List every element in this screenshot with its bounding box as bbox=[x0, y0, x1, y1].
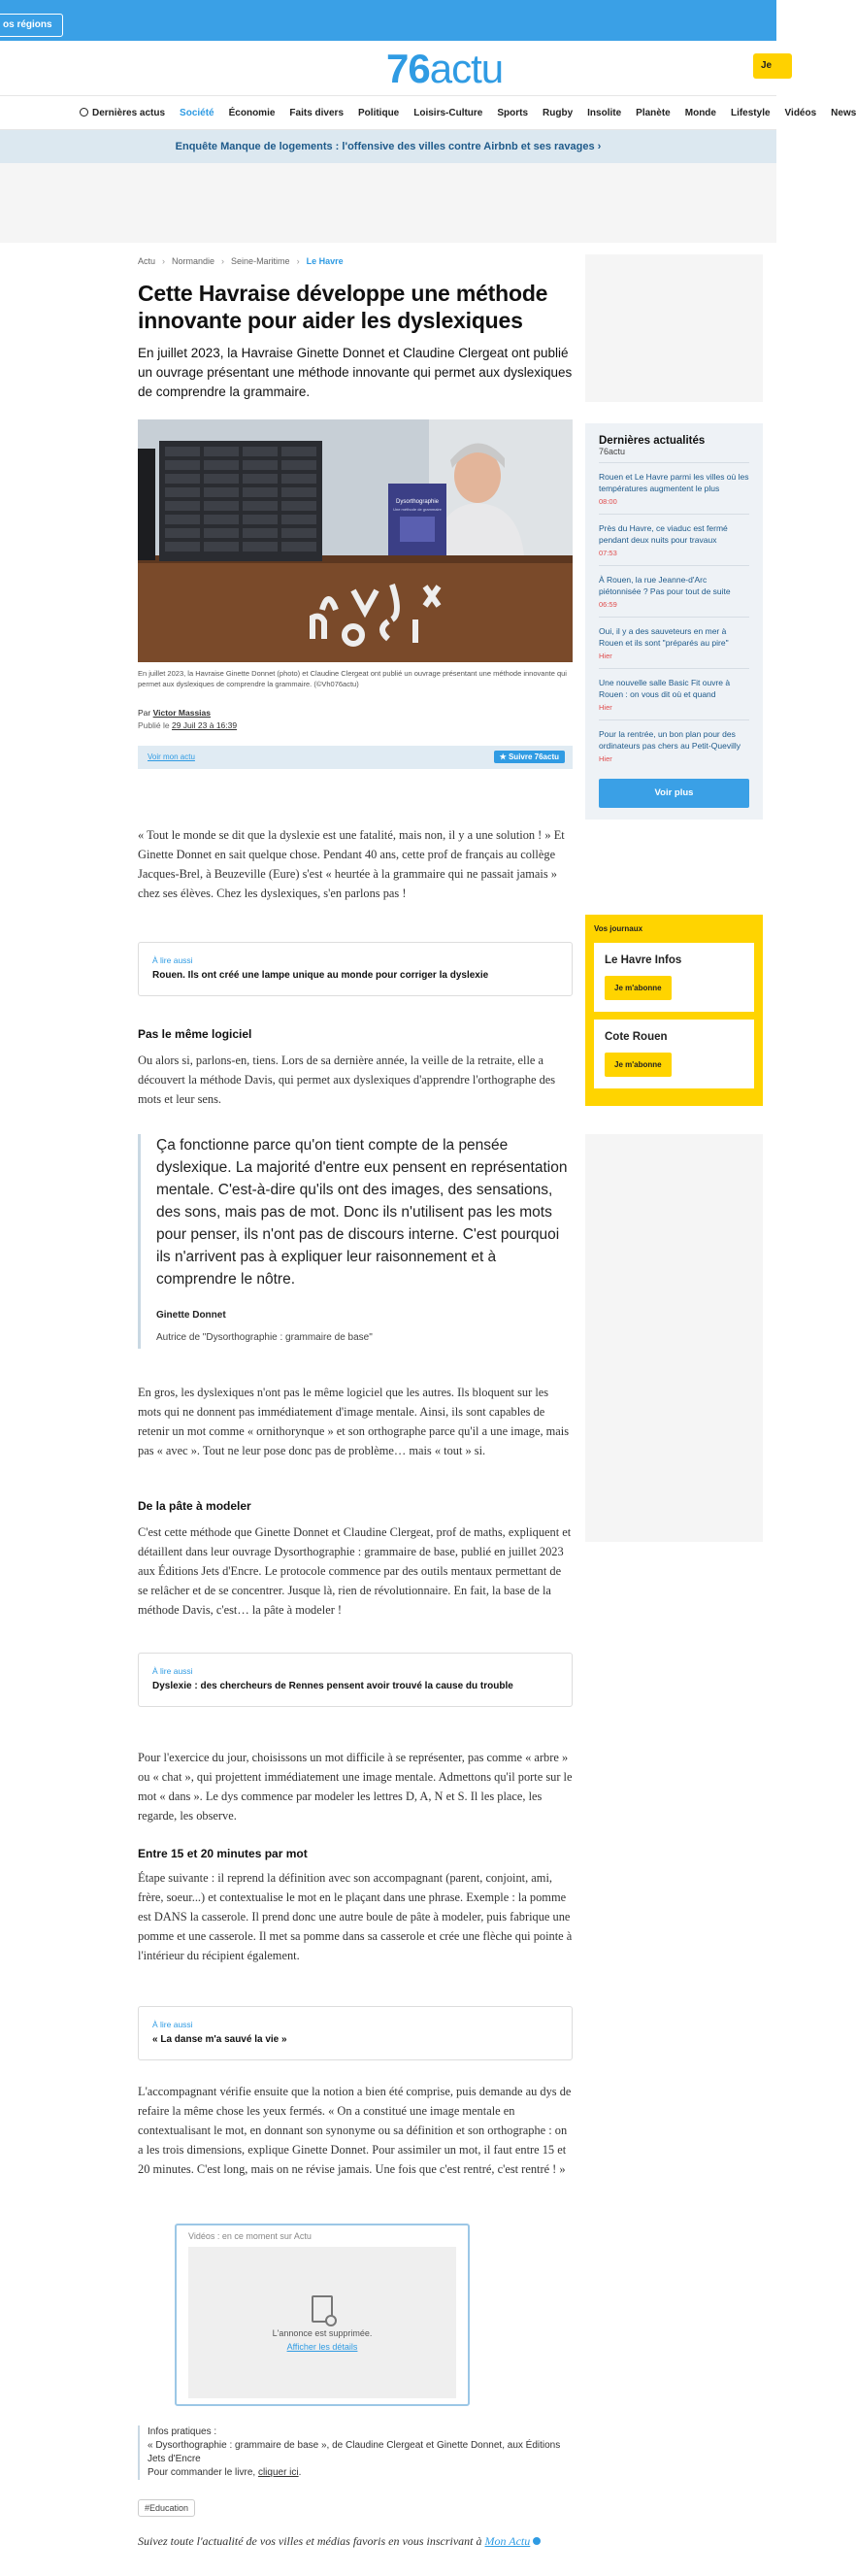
paragraph: L'accompagnant vérifie ensuite que la notion a bien été comprise, puis demande au dys de refaire la même chose les yeux fermés. « On a constitué une image mentale en contextualisant le mot, en donnant son synonyme ou sa définition et son orthographe : on a les trois dimensions, explique Ginette Donnet. Pour assimiler un mot, il faut entre 15 et 20 minutes. C'est long, mais on ne révise jamais. Une fois que c'est rentré, c'est rentré ! » bbox=[138, 2085, 572, 2176]
related-article-1[interactable]: À lire aussi Rouen. Ils ont créé une lampe unique au monde pour corriger la dyslexie bbox=[138, 942, 573, 996]
journal-card: Cote Rouen Je m'abonne bbox=[594, 1020, 754, 1088]
news-item[interactable]: Pour la rentrée, un bon plan pour des ordinateurs pas chers au Petit-Quevilly Hier bbox=[599, 719, 749, 771]
latest-news-title: Dernières actualités bbox=[599, 435, 706, 447]
nav-item-planete[interactable]: Planète bbox=[636, 107, 671, 118]
chevron-right-icon: › bbox=[597, 141, 602, 152]
document-icon bbox=[312, 2295, 333, 2323]
site-header bbox=[0, 41, 776, 95]
site-logo[interactable]: 76actu bbox=[386, 46, 504, 91]
nav-item-sports[interactable]: Sports bbox=[497, 107, 529, 118]
mon-actu-link[interactable]: Mon Actu bbox=[484, 2534, 531, 2548]
nav-item-monde[interactable]: Monde bbox=[684, 107, 716, 118]
breadcrumb: Actu › Normandie › Seine-Maritime › Le Havre bbox=[138, 256, 344, 266]
nav-item-politique[interactable]: Politique bbox=[358, 107, 400, 118]
paragraph: Étape suivante : il reprend la définition avec son accompagnant (parent, conjoint, ami, frère, soeur...) et contextualise le mot en le plaçant dans une phrase. Exemple : la pomme est DANS la casserole. Il prend donc une autre boule de pâte à modeler, puis fabrique une pomme et une casserole. Il met sa pomme dans sa casserole et crée une flèche qui pointe à l'intérieur du récipient également. bbox=[138, 1871, 573, 1962]
author-link[interactable]: Victor Massias bbox=[152, 708, 211, 718]
article-lead: En juillet 2023, la Havraise Ginette Donnet et Claudine Clergeat ont publié un ouvrage présentant une méthode innovante qui permet aux dyslexiques de comprendre la grammaire. bbox=[138, 346, 573, 399]
journals-panel: Vos journaux Le Havre Infos Je m'abonne Cote Rouen Je m'abonne bbox=[585, 915, 763, 1106]
publish-date: 29 Juil 23 à 16:39 bbox=[171, 720, 238, 730]
news-item[interactable]: Près du Havre, ce viaduc est fermé pendant deux nuits pour travaux 07:53 bbox=[599, 514, 749, 565]
subscribe-journal-button[interactable]: Je m'abonne bbox=[605, 1053, 672, 1077]
info-dot-icon bbox=[533, 2537, 541, 2545]
breadcrumb-item[interactable]: Seine-Maritime bbox=[231, 256, 290, 266]
section-heading: Entre 15 et 20 minutes par mot bbox=[138, 1847, 308, 1860]
video-removed-box: L'annonce est supprimée. Afficher les détails bbox=[188, 2247, 456, 2398]
quote-role: Autrice de "Dysorthographie : grammaire de base" bbox=[156, 1332, 373, 1343]
book-title-text: Dysorthographie bbox=[395, 499, 440, 505]
my-actu-link[interactable]: Voir mon actu bbox=[148, 753, 195, 761]
ad-placeholder-side-2 bbox=[585, 1134, 763, 1542]
latest-news-panel: Dernières actualités 76actu Rouen et Le Havre parmi les villes où les températures augmentent le plus 08:00 Près du Havre, ce viaduc est fermé pendant deux nuits pour travaux 07:53 À Rouen, la rue Jeanne-d'Arc piétonnisée ? Pas pour tout de suite 06:59 Oui, il y a des sauveteurs en mer à Rouen et ils sont "préparés au pire" Hier Une nouvelle salle Basic Fit ouvre à Rouen : on vous dit où et quand Hier Pour la rentrée, un bon plan pour des ordinateurs pas chers au Petit-Quevilly Hier Voir plus bbox=[585, 423, 763, 820]
ad-placeholder-side-1 bbox=[585, 254, 763, 402]
section-heading: De la pâte à modeler bbox=[138, 1499, 251, 1513]
article-photo[interactable] bbox=[138, 419, 573, 662]
clock-icon bbox=[80, 108, 88, 117]
nav-item-videos[interactable]: Vidéos bbox=[784, 107, 817, 118]
breadcrumb-item[interactable]: Normandie bbox=[172, 256, 215, 266]
video-details-link[interactable]: Afficher les détails bbox=[286, 2342, 358, 2352]
follow-cta: Suivez toute l'actualité de vos villes et médias favoris en vous inscrivant à Mon Actu bbox=[138, 2532, 573, 2551]
video-player[interactable]: Vidéos : en ce moment sur Actu L'annonce est supprimée. Afficher les détails bbox=[175, 2224, 470, 2406]
order-link[interactable]: cliquer ici bbox=[257, 2467, 299, 2478]
section-heading: Pas le même logiciel bbox=[138, 1027, 252, 1041]
tag-education[interactable]: #Education bbox=[138, 2499, 195, 2517]
breadcrumb-item[interactable]: Actu bbox=[138, 256, 156, 266]
nav-item-rugby[interactable]: Rugby bbox=[543, 107, 574, 118]
promo-banner[interactable]: Enquête Manque de logements : l'offensive des villes contre Airbnb et ses ravages › bbox=[0, 130, 776, 163]
main-nav bbox=[0, 95, 856, 130]
related-article-3[interactable]: À lire aussi « La danse m'a sauvé la vie » bbox=[138, 2006, 573, 2060]
nav-item-faits-divers[interactable]: Faits divers bbox=[289, 107, 345, 118]
page-title: Cette Havraise développe une méthode innovante pour aider les dyslexiques bbox=[138, 281, 548, 333]
nav-item-lifestyle[interactable]: Lifestyle bbox=[730, 107, 771, 118]
byline: Par Victor Massias Publié le 29 Juil 23 à 16:39 bbox=[138, 708, 238, 730]
ad-placeholder-top bbox=[0, 163, 776, 243]
article bbox=[138, 251, 573, 2548]
news-item[interactable]: À Rouen, la rue Jeanne-d'Arc piétonnisée ? Pas pour tout de suite 06:59 bbox=[599, 565, 749, 617]
related-article-2[interactable]: À lire aussi Dyslexie : des chercheurs de Rennes pensent avoir trouvé la cause du trouble bbox=[138, 1653, 573, 1707]
nav-item-societe[interactable]: Société bbox=[180, 107, 214, 118]
nav-item-economie[interactable]: Économie bbox=[228, 107, 276, 118]
regions-button[interactable]: os régions bbox=[0, 14, 63, 37]
top-bar bbox=[0, 0, 776, 41]
pull-quote: Ça fonctionne parce qu'on tient compte de la pensée dyslexique. La majorité d'entre eux pensent en représentation mentale. C'est-à-dire qu'ils ont des images, des sensations, des sons, mais pas de mot. Donc ils n'utilisent pas les mots pour penser, ils n'ont pas de discours interne. C'est pourquoi ils n'arrivent pas à expliquer leur raisonnement et à comprendre le nôtre. Ginette Donnet Autrice de "Dysorthographie : grammaire de base" bbox=[138, 1134, 573, 1349]
subscribe-journal-button[interactable]: Je m'abonne bbox=[605, 976, 672, 1000]
breadcrumb-item[interactable]: Le Havre bbox=[306, 256, 344, 266]
journal-card: Le Havre Infos Je m'abonne bbox=[594, 943, 754, 1012]
photo-caption: En juillet 2023, la Havraise Ginette Donnet (photo) et Claudine Clergeat ont publié un ouvrage présentant une méthode innovante qui permet aux dyslexiques de comprendre la grammaire. (©Vh076actu) bbox=[138, 669, 567, 688]
paragraph: C'est cette méthode que Ginette Donnet et Claudine Clergeat, prof de maths, expliquent et détaillent dans leur ouvrage Dysorthographie : grammaire de base, publié en juillet 2023 aux Éditions Jets d'Encre. Le protocole commence par des outils mentaux permettant de se relâcher et de se concentrer. Jusque là, rien de révolutionnaire. En fait, la base de la méthode Davis, c'est… la pâte à modeler ! bbox=[138, 1525, 572, 1617]
follow-bar bbox=[138, 746, 573, 769]
nav-item-insolite[interactable]: Insolite bbox=[587, 107, 622, 118]
see-more-button[interactable]: Voir plus bbox=[599, 779, 749, 808]
quote-author: Ginette Donnet bbox=[156, 1310, 226, 1321]
practical-info: Infos pratiques : « Dysorthographie : grammaire de base », de Claudine Clergeat et Ginette Donnet, aux Éditions Jets d'Encre Pour commander le livre, cliquer ici. bbox=[138, 2425, 573, 2480]
subscribe-button[interactable]: Je bbox=[753, 53, 792, 79]
news-item[interactable]: Rouen et Le Havre parmi les villes où les températures augmentent le plus 08:00 bbox=[599, 462, 749, 514]
paragraph: Ou alors si, parlons-en, tiens. Lors de sa dernière année, la veille de la retraite, elle a découvert la méthode Davis, qui permet aux dyslexiques d'apprendre l'orthographe des mots et leur sens. bbox=[138, 1054, 556, 1106]
paragraph: En gros, les dyslexiques n'ont pas le même logiciel que les autres. Ils bloquent sur les mots qui ne donnent pas immédiatement d'image mentale. Ainsi, ils sont capables de retenir un mot comme « ornithorynque » et son orthographe parce qu'il a une image, mais pas « avec ». Tout ne leur pose donc pas de problème… mais « tout » si. bbox=[138, 1386, 570, 1457]
paragraph: « Tout le monde se dit que la dyslexie est une fatalité, mais non, il y a une solution ! » Et Ginette Donnet en sait quelque chose. Pendant 40 ans, cette prof de français au collège Jacques-Brel, à Beuzeville (Eure) s'est « heurtée à la grammaire qui ne passait jamais » chez ses élèves. Chez les dyslexiques, s'en parlons pas ! bbox=[138, 828, 565, 900]
nav-item-dernieres[interactable]: Dernières actus bbox=[80, 108, 165, 118]
follow-button[interactable]: ★ Suivre 76actu bbox=[494, 751, 565, 763]
news-item[interactable]: Oui, il y a des sauveteurs en mer à Rouen et ils sont "préparés au pire" Hier bbox=[599, 617, 749, 668]
news-item[interactable]: Une nouvelle salle Basic Fit ouvre à Rouen : on vous dit où et quand Hier bbox=[599, 668, 749, 719]
paragraph: Pour l'exercice du jour, choisissons un mot difficile à se représenter, pas comme « arbre » ou « chat », qui projettent immédiatement une image mentale. Admettons qu'il porte sur le mot « dans ». Le dys commence par modeler les lettres D, A, N et S. Il les place, les regarde, les observe. bbox=[138, 1751, 573, 1823]
book-subtitle-text: Une méthode de grammaire bbox=[393, 507, 442, 512]
nav-item-loisirs[interactable]: Loisirs-Culture bbox=[413, 107, 483, 118]
nav-item-news[interactable]: News bbox=[831, 107, 856, 118]
